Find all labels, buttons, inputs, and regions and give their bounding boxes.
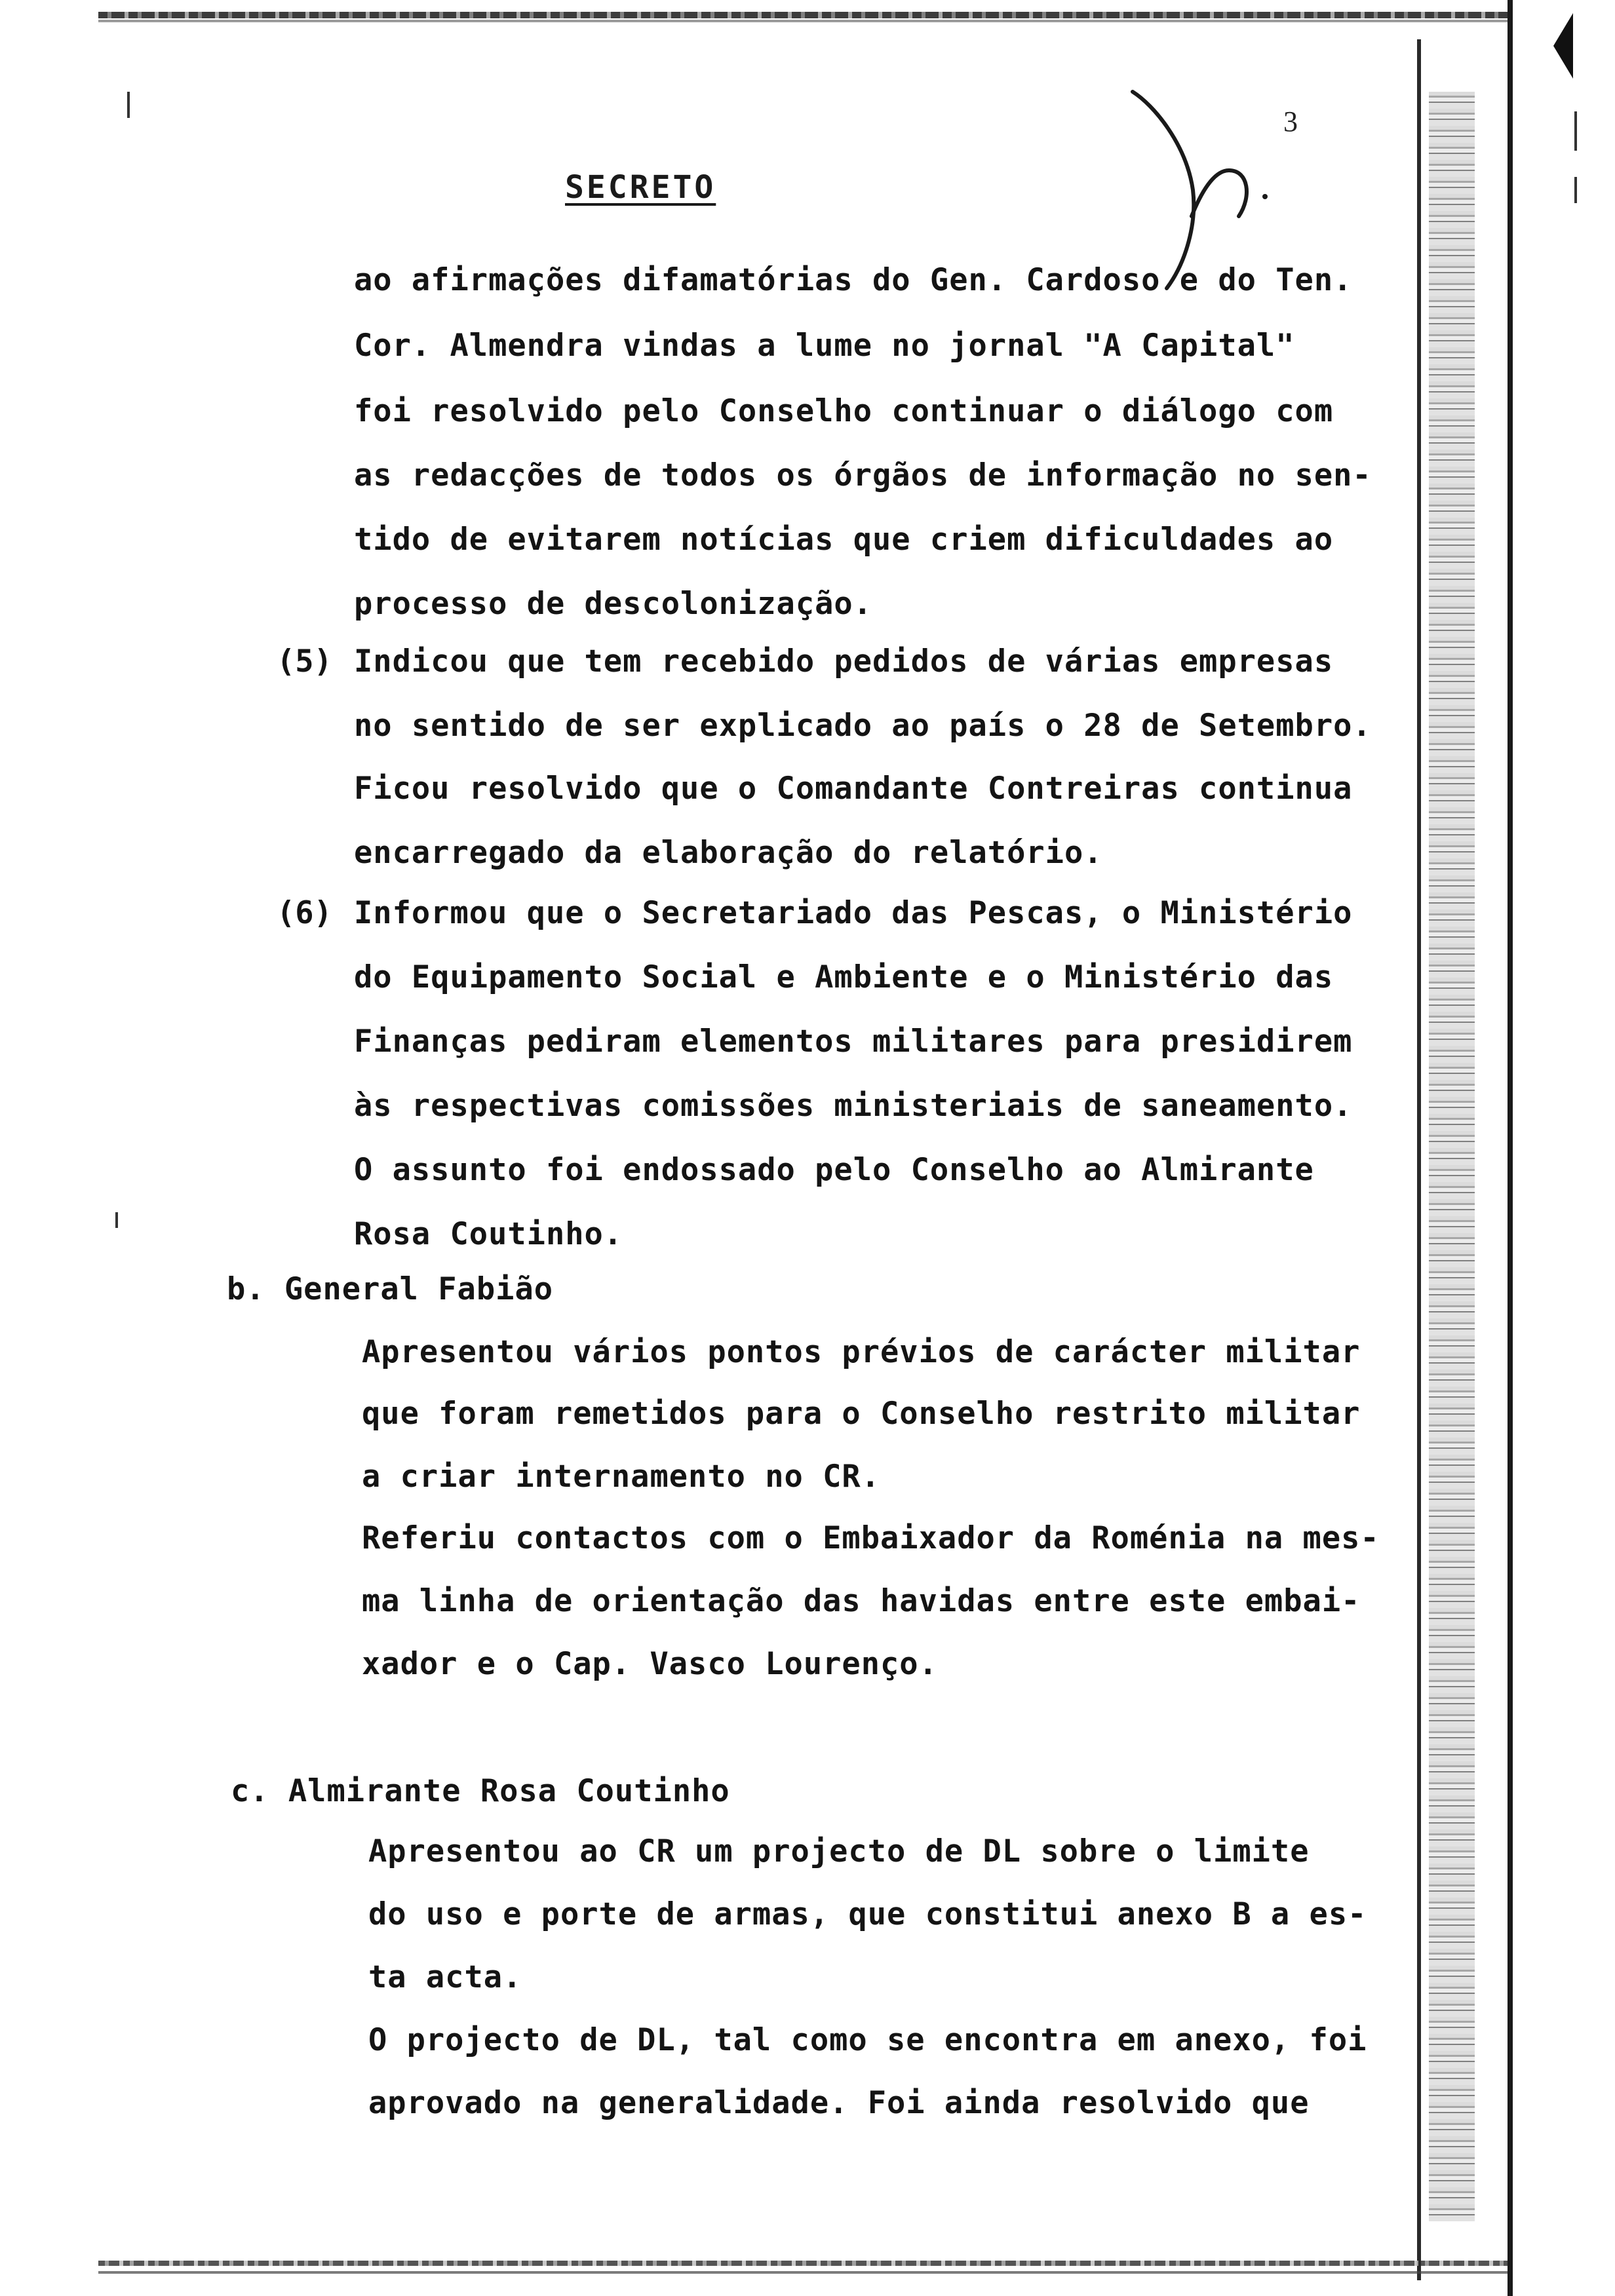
text-line: ta acta. bbox=[368, 1959, 522, 1995]
item-number: (6) bbox=[277, 895, 332, 931]
text-line: Referiu contactos com o Embaixador da Roménia na mes- bbox=[362, 1520, 1380, 1556]
scan-edge-bottom-line bbox=[98, 2271, 1508, 2274]
scan-edge-top-line bbox=[98, 20, 1508, 22]
scan-edge-right-strip bbox=[1429, 92, 1475, 2221]
text-line: Apresentou ao CR um projecto de DL sobre o limite bbox=[368, 1833, 1310, 1869]
text-line: xador e o Cap. Vasco Lourenço. bbox=[362, 1646, 938, 1682]
text-line: que foram remetidos para o Conselho restrito militar bbox=[362, 1396, 1361, 1432]
margin-tick bbox=[1574, 177, 1577, 203]
scan-edge-right-line bbox=[1417, 39, 1421, 2280]
text-line: Finanças pediram elementos militares para presidirem bbox=[354, 1024, 1353, 1060]
text-line: tido de evitarem notícias que criem dificuldades ao bbox=[354, 522, 1334, 558]
margin-tick bbox=[127, 92, 130, 118]
text-line: foi resolvido pelo Conselho continuar o diálogo com bbox=[354, 393, 1334, 429]
text-line: às respectivas comissões ministeriais de saneamento. bbox=[354, 1088, 1353, 1124]
text-line: ma linha de orientação das havidas entre este embai- bbox=[362, 1583, 1361, 1619]
section-heading: b. General Fabião bbox=[227, 1271, 554, 1307]
text-line: Apresentou vários pontos prévios de carácter militar bbox=[362, 1334, 1361, 1370]
text-line: do Equipamento Social e Ambiente e o Ministério das bbox=[354, 959, 1334, 995]
margin-tick bbox=[1574, 111, 1577, 151]
section-heading: c. Almirante Rosa Coutinho bbox=[231, 1773, 730, 1809]
text-line: encarregado da elaboração do relatório. bbox=[354, 835, 1103, 871]
page-number: 3 bbox=[1283, 105, 1298, 138]
text-line: do uso e porte de armas, que constitui anexo B a es- bbox=[368, 1896, 1367, 1932]
margin-tick bbox=[115, 1212, 118, 1228]
text-line: aprovado na generalidade. Foi ainda resolvido que bbox=[368, 2085, 1310, 2121]
text-line: ao afirmações difamatórias do Gen. Cardoso e do Ten. bbox=[354, 262, 1353, 298]
scan-edge-right-outer bbox=[1508, 0, 1513, 2296]
text-line: Cor. Almendra vindas a lume no jornal "A Capital" bbox=[354, 328, 1295, 364]
text-line: Informou que o Secretariado das Pescas, o Ministério bbox=[354, 895, 1353, 931]
classification-heading: SECRETO bbox=[565, 169, 716, 206]
text-line: a criar internamento no CR. bbox=[362, 1459, 881, 1495]
text-line: processo de descolonização. bbox=[354, 586, 873, 622]
text-line: no sentido de ser explicado ao país o 28 de Setembro. bbox=[354, 708, 1372, 744]
item-number: (5) bbox=[277, 643, 332, 679]
text-line: O projecto de DL, tal como se encontra em anexo, foi bbox=[368, 2022, 1367, 2058]
text-line: as redacções de todos os órgãos de informação no sen- bbox=[354, 457, 1372, 493]
text-line: O assunto foi endossado pelo Conselho ao Almirante bbox=[354, 1152, 1314, 1188]
scan-corner-mark bbox=[1534, 13, 1573, 79]
scan-edge-top bbox=[98, 12, 1508, 18]
text-line: Indicou que tem recebido pedidos de várias empresas bbox=[354, 643, 1334, 679]
text-line: Rosa Coutinho. bbox=[354, 1216, 623, 1252]
text-line: Ficou resolvido que o Comandante Contreiras continua bbox=[354, 771, 1353, 807]
scan-edge-bottom bbox=[98, 2261, 1508, 2266]
